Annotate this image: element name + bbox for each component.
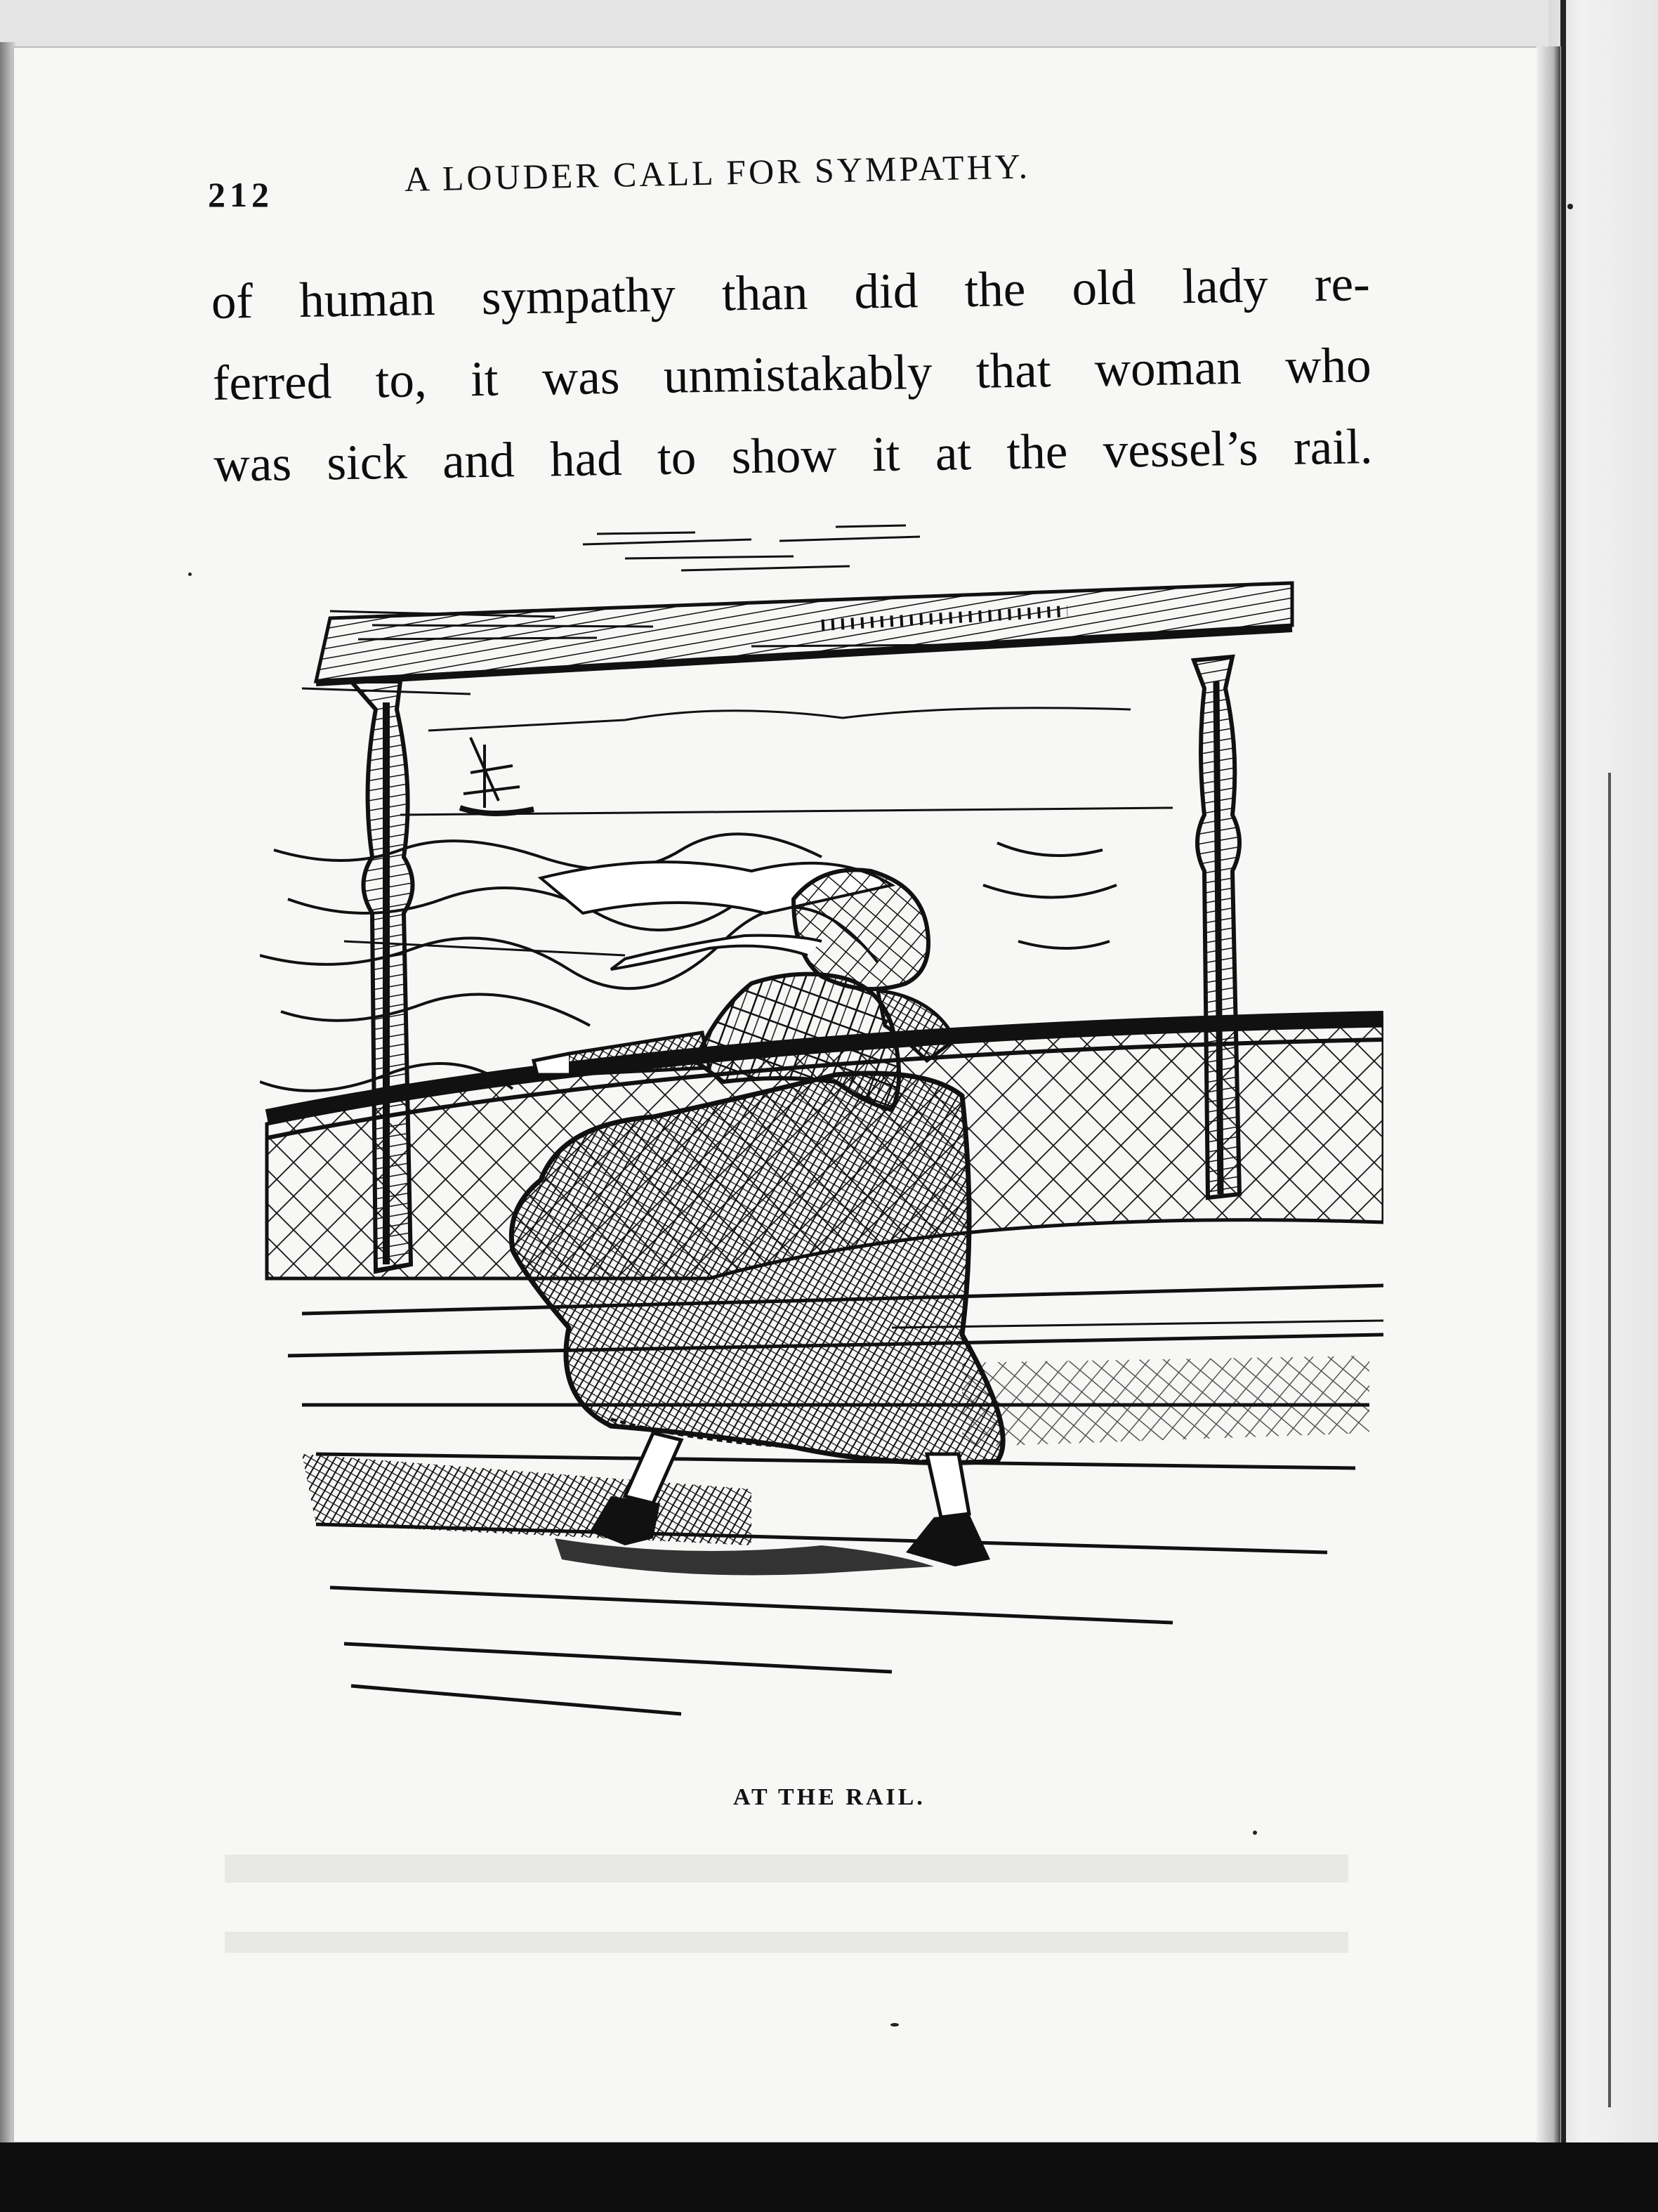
- ink-speck: [188, 572, 192, 576]
- ink-speck: [890, 2023, 899, 2027]
- page-number: 212: [208, 175, 273, 214]
- awning: [316, 583, 1292, 683]
- page-gutter: [1560, 0, 1566, 2164]
- text-line: was sick and had to show it at the vessel’s rail.: [213, 419, 1373, 492]
- illustration: [260, 520, 1383, 1770]
- body-text: [211, 243, 1373, 506]
- running-title: A LOUDER CALL FOR SYMPATHY.: [404, 146, 1031, 199]
- text-line: ferred to, it was unmistakably that woman who: [212, 338, 1372, 411]
- sea-horizon: [400, 708, 1173, 815]
- page-right-shadow: [1537, 46, 1560, 2143]
- scan-top-strip: [0, 0, 1559, 49]
- ink-speck: [1567, 204, 1573, 209]
- distant-ship: [460, 738, 534, 813]
- scan-bottom-band: [0, 2142, 1658, 2212]
- ink-speck: [1253, 1831, 1257, 1835]
- bleed-through-text: [225, 1854, 1348, 1953]
- text-line: of human sympathy than did the old lady re-: [211, 256, 1371, 329]
- engraving-woman-at-ship-rail: [260, 520, 1383, 1770]
- running-head: [208, 146, 1402, 214]
- adjacent-page-line: [1608, 773, 1611, 2107]
- illustration-caption: AT THE RAIL.: [733, 1784, 926, 1810]
- woman-figure: [511, 870, 1003, 1566]
